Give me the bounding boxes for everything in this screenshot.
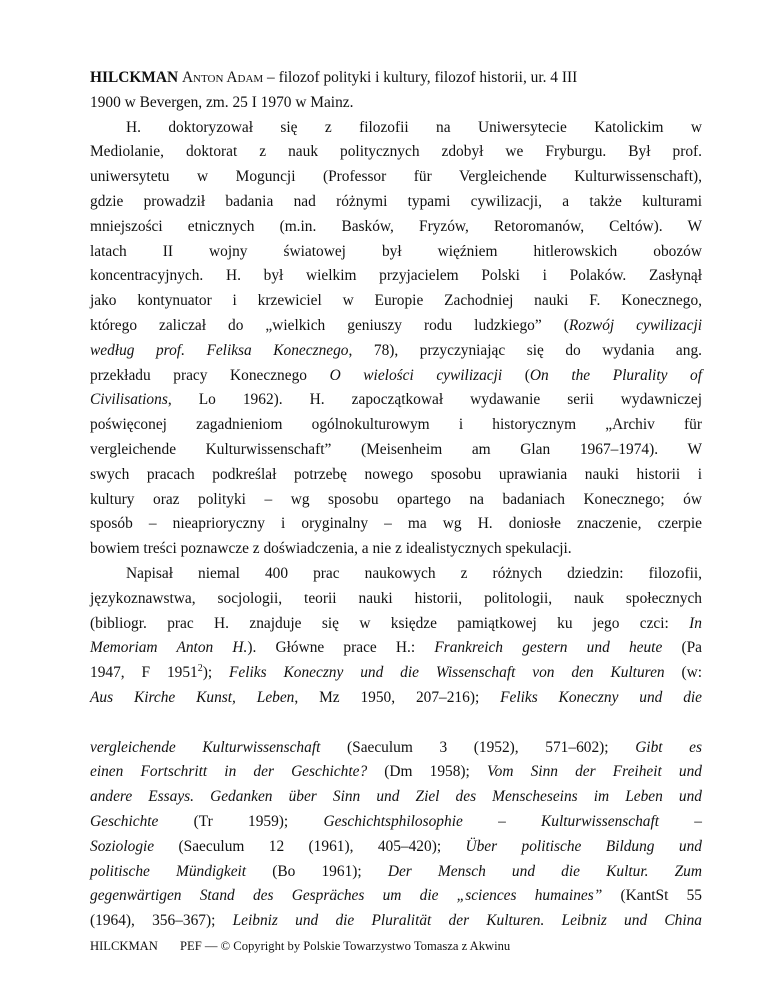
text-line: vergleichende Kulturwissenschaft” (Meisenheim am Glan 1967–1974). W: [90, 441, 702, 458]
text-run: , 78), przyczyniając się do wydania ang.: [348, 341, 702, 359]
text-line: [90, 389, 702, 411]
title-italic: Gibt es: [635, 738, 702, 756]
text-line: uniwersytetu w Moguncji (Professor für Vergleichende Kulturwissenschaft),: [90, 168, 702, 186]
text-run: przekładu pracy Konecznego: [90, 366, 330, 384]
title-italic: Civilisations: [90, 391, 168, 409]
text-run: 1947, F 1951: [90, 664, 198, 682]
title-italic: Der Mensch und die Kultur. Zum: [387, 862, 702, 880]
entry-heading-line: [90, 67, 702, 89]
text-line: [90, 687, 702, 709]
title-italic: Geschichtsphilosophie – Kulturwissenschaft –: [323, 813, 702, 830]
title-italic: Geschichte: [90, 813, 159, 830]
text-run: (Saeculum 12 (1961), 405–420);: [154, 837, 466, 855]
text-line: [90, 811, 702, 833]
text-run: (Bo 1961);: [246, 862, 388, 880]
text-line: [90, 365, 702, 387]
text-line: Napisał niemal 400 prac naukowych z różnych dziedzin: filozofii,: [126, 565, 702, 582]
text-line: H. doktoryzował się z filozofii na Uniwersytecie Katolickim w: [126, 118, 702, 136]
title-italic: Feliks Koneczny und die Wissenschaft von den Kulturen: [229, 664, 665, 682]
text-run: (Saeculum 3 (1952), 571–602);: [320, 738, 636, 756]
edition-superscript: 2: [197, 663, 203, 675]
text-line: poświęconej zagadnieniom ogólnokulturowym i historycznym „Archiv für: [90, 416, 702, 434]
text-run: (KantSt 55: [602, 887, 702, 905]
text-run: (: [502, 366, 530, 384]
text-line: gdzie prowadził badania nad różnymi typami cywilizacji, a także kulturami: [90, 193, 702, 210]
text-line: [90, 885, 702, 907]
text-run: ). Główne prace H.:: [247, 639, 435, 657]
text-line: [90, 637, 702, 659]
title-italic: In: [689, 614, 702, 632]
text-line: [90, 613, 702, 635]
title-italic: Aus Kirche Kunst, Leben: [90, 689, 295, 706]
title-italic: Rozwój cywilizacji: [568, 317, 702, 334]
text-run: (bibliogr. prac H. znajduje się w księdze pamiątkowej ku jego czci:: [90, 614, 690, 632]
text-line: językoznawstwa, socjologii, teorii nauki historii, politologii, nauk społecznych: [90, 589, 702, 607]
entry-dates: 1900 w Bevergen, zm. 25 I 1970 w Mainz.: [90, 93, 354, 111]
title-italic: O wielości cywilizacji: [329, 366, 503, 384]
text-line: mniejszości etnicznych (m.in. Basków, Fryzów, Retoromanów, Celtów). W: [90, 217, 702, 235]
title-italic: On the Plurality of: [529, 366, 703, 384]
text-line: koncentracyjnych. H. był wielkim przyjacielem Polski i Polaków. Zasłynął: [90, 267, 702, 285]
text-line: [90, 786, 702, 808]
title-italic: Über politische Bildung und: [465, 837, 702, 855]
text-line: [90, 340, 702, 362]
text-line: swych pracach podkreślał potrzebę nowego sposobu uprawiania nauki historii i: [90, 465, 702, 483]
text-line: [90, 910, 702, 932]
title-italic: Memoriam Anton H.: [90, 639, 248, 657]
text-run: (1964), 356–367);: [90, 912, 233, 930]
title-italic: Feliks Koneczny und die: [500, 689, 703, 706]
text-line: [90, 315, 702, 337]
title-italic: Leibniz und die Pluralität der Kulturen. Leibniz und China: [232, 912, 702, 930]
title-italic: andere Essays. Gedanken über Sinn und Ziel des Menscheseins im Leben und: [90, 788, 702, 806]
title-italic: Soziologie: [90, 837, 155, 855]
text-run: );: [202, 664, 230, 682]
page-footer: [90, 937, 702, 955]
entry-description: – filozof polityki i kultury, filozof historii, ur. 4 III: [263, 69, 578, 86]
text-line: [90, 662, 702, 684]
text-line: Mediolanie, doktorat z nauk politycznych zdobył we Fryburgu. Był prof.: [90, 143, 702, 161]
title-italic: Vom Sinn der Freiheit und: [486, 763, 703, 781]
title-italic: według prof. Feliksa Konecznego: [90, 341, 349, 359]
text-run: którego zaliczał do „wielkich geniuszy rodu ludzkiego” (: [90, 317, 569, 334]
entry-surname: HILCKMAN: [90, 69, 179, 86]
text-line: [90, 761, 702, 783]
title-italic: politische Mündigkeit: [90, 862, 247, 880]
text-line: jako kontynuator i krzewiciel w Europie Zachodniej nauki F. Konecznego,: [90, 292, 702, 310]
text-run: (Tr 1959);: [158, 813, 324, 830]
text-line: [90, 861, 702, 883]
text-line: sposób – nieaprioryczny i oryginalny – ma wg H. doniosłe znaczenie, czerpie: [90, 515, 702, 533]
footer-entry-name: HILCKMAN: [90, 939, 158, 953]
text-run: (Pa: [662, 639, 702, 657]
text-run: , Mz 1950, 207–216);: [294, 689, 501, 706]
footer-copyright: PEF — © Copyright by Polskie Towarzystwo Tomasza z Akwinu: [180, 939, 511, 953]
text-run: (w:: [664, 664, 703, 682]
title-italic: einen Fortschritt in der Geschichte?: [90, 763, 368, 781]
title-italic: vergleichende Kulturwissenschaft: [90, 738, 321, 756]
text-line: [90, 737, 702, 759]
text-run: (Dm 1958);: [367, 763, 487, 781]
title-italic: Frankreich gestern und heute: [434, 639, 663, 657]
title-italic: gegenwärtigen Stand des Gespräches um die „sciences humaines”: [90, 887, 603, 905]
text-line: [90, 836, 702, 858]
text-run: , Lo 1962). H. zapoczątkował wydawanie serii wydawniczej: [167, 391, 702, 409]
text-line: latach II wojny światowej był więźniem hitlerowskich obozów: [90, 242, 702, 260]
text-line: kultury oraz polityki – wg sposobu opartego na badaniach Konecznego; ów: [90, 490, 702, 508]
text-line: bowiem treści poznawcze z doświadczenia, a nie z idealistycznych spekulacji.: [90, 540, 572, 558]
entry-given-names: Anton Adam: [181, 69, 264, 86]
